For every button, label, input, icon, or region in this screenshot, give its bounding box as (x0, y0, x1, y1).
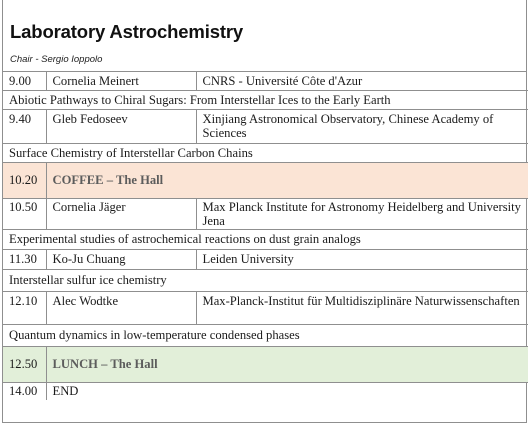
speaker-name: Cornelia Meinert (46, 72, 196, 90)
talk-time: 12.10 (3, 291, 46, 324)
session-chair: Chair - Sergio Ioppolo (10, 54, 103, 65)
session-schedule (2, 0, 527, 423)
session-title: Laboratory Astrochemistry (10, 21, 244, 42)
talk-title-row (3, 229, 528, 249)
talk-title-row (3, 324, 528, 346)
talk-row (3, 249, 528, 269)
coffee-label: COFFEE – The Hall (46, 162, 528, 198)
talk-row (3, 72, 528, 90)
lunch-label: LUNCH – The Hall (46, 346, 528, 382)
lunch-time: 12.50 (3, 346, 46, 382)
talk-time: 11.30 (3, 249, 46, 269)
speaker-name: Alec Wodtke (46, 291, 196, 324)
talk-time: 10.50 (3, 198, 46, 229)
speaker-affiliation: Xinjiang Astronomical Observatory, Chinese Academy of Sciences (196, 109, 528, 143)
talk-title-row (3, 269, 528, 291)
talk-title: Experimental studies of astrochemical reactions on dust grain analogs (3, 229, 528, 249)
talk-title-row (3, 90, 528, 109)
session-header (3, 0, 526, 72)
end-row (3, 382, 528, 400)
talk-title: Surface Chemistry of Interstellar Carbon Chains (3, 143, 528, 162)
end-time: 14.00 (3, 382, 46, 400)
talk-row (3, 198, 528, 229)
speaker-name: Cornelia Jäger (46, 198, 196, 229)
speaker-affiliation: CNRS - Université Côte d'Azur (196, 72, 528, 90)
schedule-table (3, 72, 528, 400)
talk-title-row (3, 143, 528, 162)
talk-title: Quantum dynamics in low-temperature condensed phases (3, 324, 528, 346)
talk-row (3, 291, 528, 324)
speaker-name: Ko-Ju Chuang (46, 249, 196, 269)
speaker-affiliation: Max Planck Institute for Astronomy Heidelberg and University Jena (196, 198, 528, 229)
talk-time: 9.00 (3, 72, 46, 90)
speaker-affiliation: Leiden University (196, 249, 528, 269)
lunch-break-row (3, 346, 528, 382)
coffee-time: 10.20 (3, 162, 46, 198)
speaker-name: Gleb Fedoseev (46, 109, 196, 143)
end-label: END (46, 382, 528, 400)
talk-title: Abiotic Pathways to Chiral Sugars: From Interstellar Ices to the Early Earth (3, 90, 528, 109)
talk-title: Interstellar sulfur ice chemistry (3, 269, 528, 291)
speaker-affiliation: Max-Planck-Institut für Multidisziplinäre Naturwissenschaften (196, 291, 528, 324)
talk-row (3, 109, 528, 143)
coffee-break-row (3, 162, 528, 198)
talk-time: 9.40 (3, 109, 46, 143)
